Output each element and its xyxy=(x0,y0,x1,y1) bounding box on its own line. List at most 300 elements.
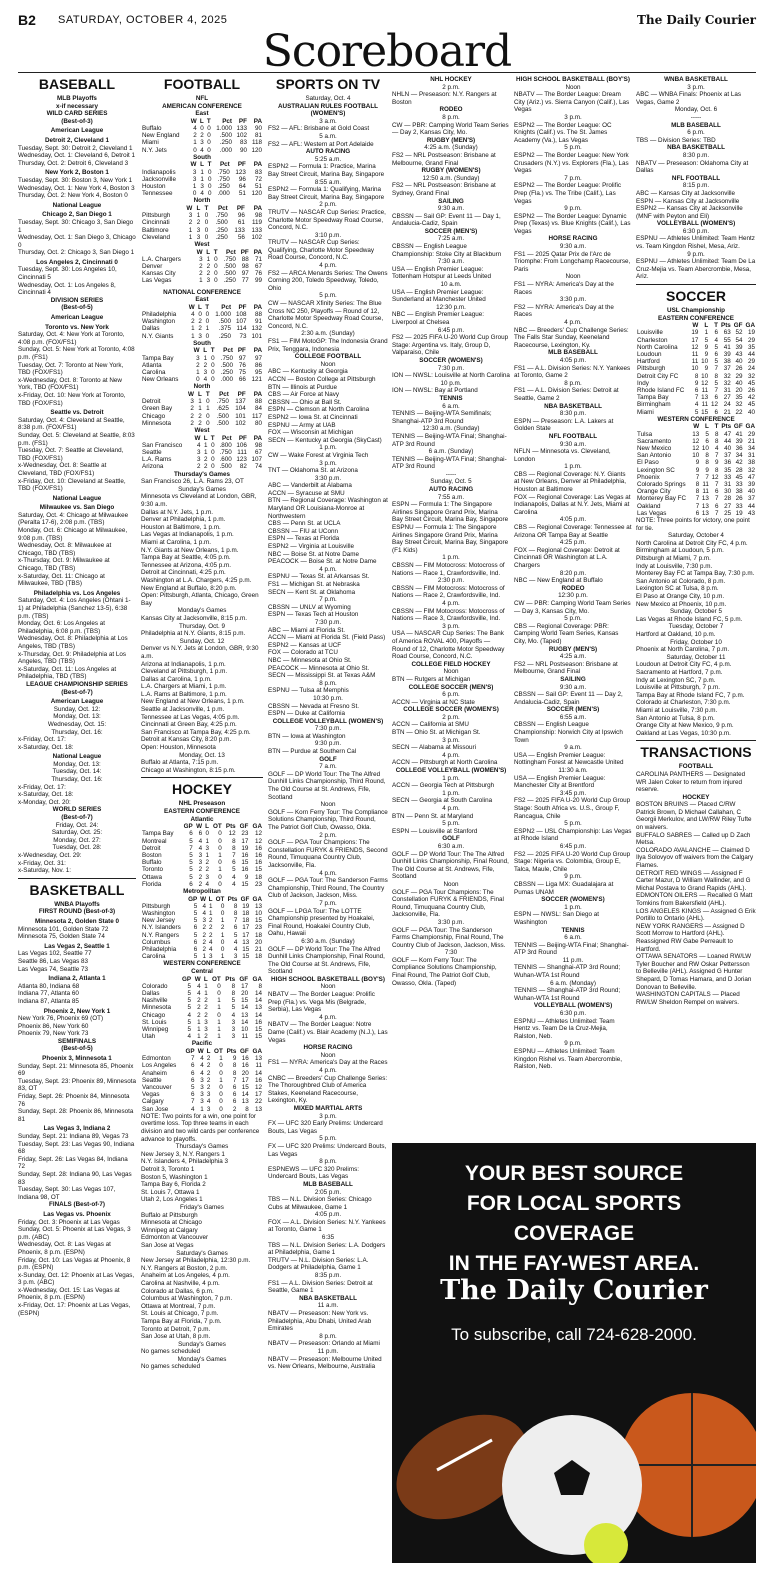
table-cell: Colorado Springs xyxy=(637,481,686,489)
division-label: South xyxy=(193,153,211,161)
list-time: 9 p.m. xyxy=(687,250,705,258)
table-cell: Arizona xyxy=(142,463,164,471)
table-cell: 111 xyxy=(237,449,247,457)
table-cell: 13 xyxy=(241,1011,249,1019)
table-cell: 3 xyxy=(200,1091,204,1099)
table-cell: 9 xyxy=(232,1055,237,1063)
column-header: W xyxy=(196,248,203,256)
column-header: PF xyxy=(238,117,247,125)
table-cell: 6 xyxy=(694,387,699,395)
table-cell: 0 xyxy=(193,146,197,154)
standings-table xyxy=(141,1048,263,1113)
list-item: Buffalo at Atlanta, 7:15 p.m. xyxy=(141,759,219,767)
table-cell: 0 xyxy=(205,332,210,340)
standings-table xyxy=(141,118,263,154)
table-cell: 3 xyxy=(200,1084,204,1092)
table-cell: 6 xyxy=(232,1091,237,1099)
table-cell: 2 xyxy=(232,1105,237,1113)
table-cell: 3 xyxy=(196,226,201,234)
table-cell: 4 xyxy=(206,1098,211,1106)
table-cell: 7 xyxy=(715,509,719,517)
table-cell: N.Y. Jets xyxy=(142,146,167,154)
table-cell: 0 xyxy=(214,263,218,271)
standings-table xyxy=(141,347,263,383)
list-item: New Mexico at Phoenix, 10 p.m. xyxy=(636,600,727,608)
table-cell: 54 xyxy=(735,336,743,344)
table-row xyxy=(141,420,263,427)
table-row xyxy=(636,510,756,517)
table-cell: 14 xyxy=(241,1091,249,1099)
list-item: San Antonio at Tulsa, 8 p.m. xyxy=(636,714,715,722)
table-cell: .600 xyxy=(219,456,232,464)
table-cell: New England xyxy=(142,132,180,140)
table-cell: 15 xyxy=(701,408,709,416)
list-time: 6 p.m. xyxy=(687,129,705,137)
table-cell: 15 xyxy=(254,917,262,925)
table-cell: 11 xyxy=(702,481,709,489)
list-item: NBATV — The Border League: Dream City (Ariz.) vs. Sierra Canyon (Calif.), Las Vegas xyxy=(514,91,630,114)
list-time: 3 p.m. xyxy=(319,459,337,467)
list-time: 9:30 a.m. xyxy=(559,440,587,448)
table-row xyxy=(141,147,263,154)
list-item: TENNIS — Beijing-WTA Semifinals; Shanghai-ATP 3rd Round xyxy=(392,410,492,425)
table-cell: Toronto xyxy=(142,866,164,874)
list-item: NBATV — Preseason: Orlando at Miami xyxy=(268,1340,380,1348)
table-cell: 13 xyxy=(701,502,709,510)
table-cell: 6 xyxy=(715,502,719,510)
series-label: Indiana 2, Atlanta 1 xyxy=(48,975,106,983)
table-cell: 18 xyxy=(242,910,250,918)
table-cell: 3 xyxy=(199,255,203,263)
table-cell: .750 xyxy=(223,255,236,263)
table-cell: 0 xyxy=(207,124,211,132)
table-cell: 1 xyxy=(219,1055,223,1063)
list-time: 8:35 p.m. xyxy=(314,1272,342,1280)
divider xyxy=(636,284,756,285)
list-item: Cleveland at Pittsburgh, 1 p.m. xyxy=(141,668,228,676)
list-item: TBS — Division Series: TBD xyxy=(636,136,716,144)
column-header: OT xyxy=(212,823,222,831)
table-cell: Utah xyxy=(142,1033,156,1041)
dateline: SATURDAY, OCTOBER 4, 2025 xyxy=(58,14,228,26)
league-label: National League xyxy=(52,753,102,761)
list-time: 2 p.m. xyxy=(442,713,460,721)
list-time: 12:30 a.m. (Sunday) xyxy=(422,425,480,433)
table-cell: 4 xyxy=(233,946,238,954)
list-item: FS2 — NRL Postseason: Brisbane at Sydney, Grand Final xyxy=(392,182,496,197)
table-cell: 0 xyxy=(220,946,225,954)
table-cell: 75 xyxy=(238,369,246,377)
list-item: CBSSN — English League Championship: Norwich City at Ipswich Town xyxy=(514,721,623,744)
standings-table xyxy=(141,161,263,197)
list-item: FS2 — NYRA: America's Day at the Races xyxy=(514,303,614,319)
table-cell: 8 xyxy=(232,1062,237,1070)
table-cell: 5 xyxy=(189,866,193,874)
table-cell: Pittsburgh xyxy=(142,902,171,910)
table-cell: 3 xyxy=(196,233,201,241)
list-time: 11 a.m. xyxy=(317,1302,339,1310)
column-header: W xyxy=(188,303,195,311)
table-cell: 24 xyxy=(747,365,755,373)
list-item: Dallas at N.Y. Jets, 1 p.m. xyxy=(141,508,213,516)
table-cell: .500 xyxy=(219,463,232,471)
list-subheading: COLLEGE FIELD HOCKEY xyxy=(411,660,491,668)
list-item: GOLF — PGA Tour: The Sanderson Farms Championship, Third Round, The Country Club of Jackson, Jackson, Miss. xyxy=(268,877,388,900)
table-cell: 44 xyxy=(724,437,732,445)
table-cell: 1 xyxy=(209,902,213,910)
list-item: Sunday, Sept. 28: Indiana 90, Las Vegas 83 xyxy=(18,1170,132,1186)
list-item: x-Friday, Oct. 10: Cleveland at Seattle, TBD (FOX/FS1) xyxy=(18,477,126,493)
table-cell: 13 xyxy=(254,1105,262,1113)
list-time: 5 p.m. xyxy=(564,820,582,828)
table-cell: 5 xyxy=(187,990,192,998)
list-subheading: RODEO xyxy=(439,106,463,114)
table-cell: 42 xyxy=(747,394,755,402)
list-item: Oakland at Las Vegas, 10:30 p.m. xyxy=(636,729,731,737)
table-cell: 21 xyxy=(747,437,755,445)
table-cell: 16 xyxy=(241,1062,249,1070)
list-time: Wednesday, Oct. 15: xyxy=(47,720,107,728)
table-cell: Los Angeles xyxy=(142,1062,177,1070)
list-item: FS2 — AFL: Brisbane at Gold Coast xyxy=(268,125,370,133)
list-item: Colorado at Dallas, 6 p.m. xyxy=(141,1287,214,1295)
table-cell: 3 xyxy=(231,1033,236,1041)
table-cell: Tampa Bay xyxy=(142,354,174,362)
table-cell: 6 xyxy=(714,394,718,402)
list-item: CNBC — Breeders' Cup Challenge Series: The Thoroughbred Club of America Stakes, Keeneland Racecourse, Lexington, Ky. xyxy=(268,1074,388,1105)
series-games xyxy=(18,417,136,493)
list-item: St. Louis 7, Ottawa 1 xyxy=(141,1188,200,1196)
list-time: 3:30 p.m. xyxy=(314,474,342,482)
table-cell: New Jersey xyxy=(142,917,175,925)
table-cell: 14 xyxy=(254,990,262,998)
table-cell: .500 xyxy=(219,132,232,140)
column-header: GP xyxy=(181,975,192,983)
table-cell: 26 xyxy=(735,495,743,503)
list-item: COLORADO AVALANCHE — Claimed D Ilya Solovyov off waivers from the Calgary Flames. xyxy=(636,846,754,870)
list-time: Monday, Oct. 6 xyxy=(674,106,718,114)
list-item: x-Monday, Oct. 20: xyxy=(18,798,71,806)
west-heading: WESTERN CONFERENCE xyxy=(657,415,735,423)
table-cell: 2 xyxy=(205,866,210,874)
list-time: 7 p.m. xyxy=(319,899,337,907)
table-cell: .500 xyxy=(216,412,229,420)
list-time: Thursday, Oct. 16: xyxy=(51,776,103,784)
list-item: NEW YORK RANGERS — Assigned D Scott Morrow to Hartford (AHL). Reassigned RW Gabe Perreault to Hartford. xyxy=(636,922,745,953)
list-time: 4 p.m. xyxy=(319,869,337,877)
list-time: 5 p.m. xyxy=(319,1135,337,1143)
table-cell: 5 xyxy=(193,902,198,910)
table-cell: 1 xyxy=(204,441,208,449)
table-cell: 41 xyxy=(723,343,731,351)
table-row xyxy=(141,903,263,910)
table-cell: 47 xyxy=(747,473,755,481)
list-item: DETROIT RED WINGS — Assigned F Carter Mazur, D William Wallinder, and G Michal Postava to Grand Rapids (AHL). xyxy=(636,869,751,892)
divider xyxy=(141,777,263,778)
nfl-schedule xyxy=(141,478,263,774)
table-row xyxy=(141,866,263,873)
list-item: Tuesday, Sept. 30: Boston 3, New York 1 xyxy=(18,176,133,184)
table-cell: 7 xyxy=(191,1055,195,1063)
list-time: Thursday's Games xyxy=(175,1143,229,1151)
list-item: x-Thursday, Oct. 9: Milwaukee at Chicago, TBD (TBS) xyxy=(18,557,110,573)
list-item: New Jersey 3, N.Y. Rangers 1 xyxy=(141,1150,225,1158)
list-item: GOLF — DP World Tour: The The Alfred Dunhill Links Championship, Final Round, The Old Course at St. Andrews, Fife, Scotland xyxy=(392,850,509,881)
table-cell: 7 xyxy=(232,1076,237,1084)
table-cell: 71 xyxy=(254,255,262,263)
table-cell: 6 xyxy=(189,830,193,838)
table-cell: 4 xyxy=(200,1055,204,1063)
table-cell: 34 xyxy=(747,445,755,453)
table-cell: 40 xyxy=(747,408,755,416)
table-cell: 37 xyxy=(747,495,755,503)
list-item: Winnipeg at Calgary xyxy=(141,1226,198,1234)
table-cell: 4 xyxy=(198,844,203,852)
table-cell: 20 xyxy=(241,990,249,998)
table-row xyxy=(141,859,263,866)
list-subheading: NFL FOOTBALL xyxy=(671,174,721,182)
series-label: Toronto vs. New York xyxy=(45,323,109,331)
table-cell: .750 xyxy=(219,449,232,457)
column-header: Pct xyxy=(221,303,232,311)
table-cell: 6 xyxy=(233,924,238,932)
table-cell: 0 xyxy=(207,168,212,176)
list-time: 9 p.m. xyxy=(564,205,582,213)
series-label: Seattle vs. Detroit xyxy=(50,409,104,417)
table-cell: 12 xyxy=(710,401,718,409)
table-cell: 1 xyxy=(205,852,210,859)
list-time: 4:25 a.m. (Sunday) xyxy=(424,144,478,152)
list-item: CBSSN — Nevada at Fresno St. xyxy=(268,702,359,710)
table-cell: Las Vegas xyxy=(637,509,667,517)
table-row xyxy=(141,169,263,176)
table-cell: 5 xyxy=(704,336,709,344)
table-cell: 98 xyxy=(254,212,262,220)
series-games xyxy=(18,822,136,875)
table-cell: 4 xyxy=(191,311,195,319)
list-item: ESPN2 — The Border League: New York Crusaders (N.Y.) vs. Explorers (Fla.), Las Vegas xyxy=(514,151,629,175)
column-header: Pts xyxy=(721,423,732,431)
league-label: National League xyxy=(52,494,102,502)
list-item: Tennessee at Arizona, 4:05 p.m. xyxy=(141,561,231,569)
table-cell: 4 xyxy=(205,880,210,888)
table-cell: 77 xyxy=(241,277,249,285)
list-item: ESPN — Louisville at Stanford xyxy=(392,827,478,835)
list-item: Wednesday, Oct. 1: New York 4, Boston 3 xyxy=(18,184,135,192)
table-cell: 0 xyxy=(211,376,215,384)
subscription-ad[interactable] xyxy=(392,1143,756,1563)
table-cell: New Mexico xyxy=(637,445,672,453)
list-time: 9:30 a.m. xyxy=(559,683,587,691)
table-cell: 1 xyxy=(205,325,210,333)
list-time: 4:25 a.m. xyxy=(559,653,587,661)
table-cell: 7 xyxy=(695,473,700,481)
table-cell: 35 xyxy=(735,394,743,402)
mlb-playoffs-label: MLB Playoffs xyxy=(57,95,97,102)
west-standings xyxy=(636,423,756,517)
table-row xyxy=(141,1026,263,1033)
table-cell: 121 xyxy=(251,376,262,384)
list-item: Buffalo at Pittsburgh xyxy=(141,1211,198,1219)
table-cell: 12 xyxy=(692,437,700,445)
division-label: South xyxy=(193,339,211,347)
table-cell: 2 xyxy=(202,931,207,939)
list-subheading: MIXED MARTIAL ARTS xyxy=(293,1104,363,1112)
table-cell: 11 xyxy=(691,358,699,366)
column-header: GP xyxy=(185,1048,195,1056)
table-cell: 5 xyxy=(187,982,192,990)
table-cell: 74 xyxy=(254,463,262,471)
series-games xyxy=(18,177,136,200)
list-item: x-Friday, Oct. 31: xyxy=(18,859,66,867)
table-cell: 4 xyxy=(197,982,201,990)
column-header: PA xyxy=(253,347,262,355)
table-cell: 5 xyxy=(232,866,236,874)
list-subheading: HORSE RACING xyxy=(548,235,598,243)
column-header: PA xyxy=(253,248,262,256)
table-cell: 39 xyxy=(723,351,731,359)
list-item: FS1 — 2025 Qatar Prix de l'Arc de Triomphe: From Longchamp Racecourse, Paris xyxy=(514,250,631,273)
table-cell: 7 xyxy=(705,473,709,481)
table-cell: 22 xyxy=(254,1098,262,1106)
table-cell: San Antonio xyxy=(637,452,671,460)
table-cell: 1 xyxy=(204,982,208,990)
table-cell: 4 xyxy=(193,124,197,132)
list-item: San Jose at Utah, 8 p.m. xyxy=(141,1333,211,1341)
table-cell: 6 xyxy=(198,830,203,838)
table-cell: 83 xyxy=(254,168,262,176)
list-item: Open: Houston, Minnesota xyxy=(141,744,216,752)
list-time: 9 p.m. xyxy=(564,873,582,881)
list-time: 2 p.m. xyxy=(319,201,337,209)
table-cell: 15 xyxy=(254,866,262,874)
table-row xyxy=(636,380,756,387)
column-header: L xyxy=(200,161,204,169)
table-cell: 2 xyxy=(202,938,207,946)
table-cell: 6 xyxy=(191,1076,195,1084)
column-header: Pts xyxy=(227,895,238,903)
west-standings xyxy=(141,968,263,1113)
list-item: x-Friday, Oct. 10: New York at Toronto, TBD (FOX/FS1) xyxy=(18,391,126,407)
best-of-label: (Best-of-7) xyxy=(61,688,93,696)
table-cell: Miami xyxy=(637,408,654,416)
table-cell: 12 xyxy=(254,837,262,845)
table-header-row xyxy=(141,976,263,983)
table-row xyxy=(141,1091,263,1098)
table-cell: 0 xyxy=(206,419,210,427)
table-cell: Anaheim xyxy=(142,1069,167,1077)
list-item: Friday, Sept. 26: Phoenix 84, Minnesota 76 xyxy=(18,1093,130,1108)
list-item: ABC — Vanderbilt at Alabama xyxy=(268,482,352,490)
table-cell: 0 xyxy=(204,233,209,241)
list-item: x-Friday, Oct. 17: Phoenix at Las Vegas, (ESPN) xyxy=(18,1302,131,1317)
table-cell: 2 xyxy=(196,219,201,227)
table-cell: 2 xyxy=(206,1084,211,1092)
table-cell: 3 xyxy=(206,1091,211,1099)
list-time: 7 p.m. xyxy=(319,596,337,604)
table-cell: 17 xyxy=(242,931,250,939)
ad-subscribe-line[interactable]: To subscribe, call 724-628-2000. xyxy=(451,1325,697,1344)
table-cell: 5 xyxy=(714,343,718,351)
table-cell: 11 xyxy=(255,1062,262,1070)
list-item: x-Wednesday, Oct. 29: xyxy=(18,852,82,859)
table-cell: 2 xyxy=(204,1033,208,1041)
table-cell: 0 xyxy=(219,1105,223,1113)
list-item: Tuesday, Sept. 30: Detroit 2, Cleveland 1 xyxy=(18,144,133,152)
column-header: W xyxy=(193,347,200,355)
table-cell: 11 xyxy=(241,1033,249,1041)
division-series-heading: DIVISION SERIES xyxy=(50,296,104,304)
column-header: GA xyxy=(252,975,262,983)
table-cell: 0 xyxy=(220,902,225,910)
list-item: ESPN — Texas Tech at Houston xyxy=(268,611,359,619)
table-cell: 1 xyxy=(220,917,225,925)
table-cell: 32 xyxy=(747,466,755,474)
list-item: ESPN — Texas at Florida xyxy=(268,535,340,543)
list-item: Boston 5, Washington 1 xyxy=(141,1173,208,1181)
list-item: CBSSN — FIM Motocross: Motocross of Nations — Race 1, Crawfordsville, Ind. xyxy=(392,562,505,577)
table-cell: 6 xyxy=(193,938,198,946)
table-row xyxy=(636,373,756,380)
soccer-heading: SOCCER xyxy=(666,288,726,305)
list-time: 3 a.m. xyxy=(319,117,337,125)
list-item: CBSSN — Sail GP: Event 11 — Day 1, Andalucia-Cadiz, Spain xyxy=(392,212,501,228)
wnba-playoffs-label: WNBA Playoffs xyxy=(54,900,100,908)
column-header: W xyxy=(187,391,194,399)
table-cell: 5 xyxy=(694,408,699,416)
table-cell: Buffalo xyxy=(142,859,162,867)
list-item: Sunday, Oct. 5: Phoenix at Las Vegas, 3 p.m. (ABC) xyxy=(18,1226,131,1241)
table-row xyxy=(636,495,756,502)
table-cell: Baltimore xyxy=(142,226,169,234)
table-cell: .750 xyxy=(216,398,229,406)
list-time: 10 a.m. xyxy=(440,281,462,289)
table-row xyxy=(141,932,263,939)
list-item: ABC — Miami at Florida St. xyxy=(268,626,345,634)
table-cell: .500 xyxy=(220,361,233,369)
list-item: Anaheim at Los Angeles, 4 p.m. xyxy=(141,1272,230,1280)
table-cell: 4 xyxy=(231,1011,236,1019)
column-header: Pct xyxy=(217,205,228,212)
list-item: x-Saturday, Oct. 11: Los Angeles at Philadelphia, TBD (TBS) xyxy=(18,665,117,681)
list-item: Saturday, Oct. 4: Cleveland at Seattle, 8:38 p.m. (FOX/FS1) xyxy=(18,416,125,432)
table-cell: 6 xyxy=(193,924,198,932)
table-cell: Detroit xyxy=(142,398,161,406)
list-time: 8:15 p.m. xyxy=(682,182,710,190)
list-item: L.A. Rams at Baltimore, 1 p.m. xyxy=(141,690,227,698)
list-subheading: HOCKEY xyxy=(682,793,710,801)
table-cell: 7 xyxy=(715,481,719,489)
table-cell: 102 xyxy=(235,419,246,427)
table-cell: 1 xyxy=(206,255,211,263)
list-item: NBATV — The Border League: Prolific Prep (Fla.) vs. Vega Mis (Belgrade, Serbia), Las Vegas xyxy=(268,991,375,1014)
list-item: Edmonton at Vancouver xyxy=(141,1234,209,1242)
table-cell: 3 xyxy=(204,1026,208,1034)
list-item: Saturday, Oct. 4: Los Angeles (Ohtani 1-1) at Philadelphia (Sanchez 13-5), 6:38 p.m. (TBS) xyxy=(18,597,131,620)
list-item: USA — English Premier League: Nottingham Forest at Newcastle United xyxy=(514,751,624,767)
table-row xyxy=(141,953,263,960)
nfc-heading: NATIONAL CONFERENCE xyxy=(163,288,241,296)
list-time: Sunday, Oct. 12: xyxy=(53,705,101,713)
table-cell: .750 xyxy=(217,168,230,176)
table-row xyxy=(141,990,263,997)
table-cell: 3 xyxy=(231,1018,236,1026)
column-header: PF xyxy=(236,205,245,212)
standings-table xyxy=(141,249,263,285)
list-time: 7:30 xyxy=(444,949,458,957)
table-cell: 10 xyxy=(701,358,709,366)
table-cell: .500 xyxy=(216,419,229,427)
